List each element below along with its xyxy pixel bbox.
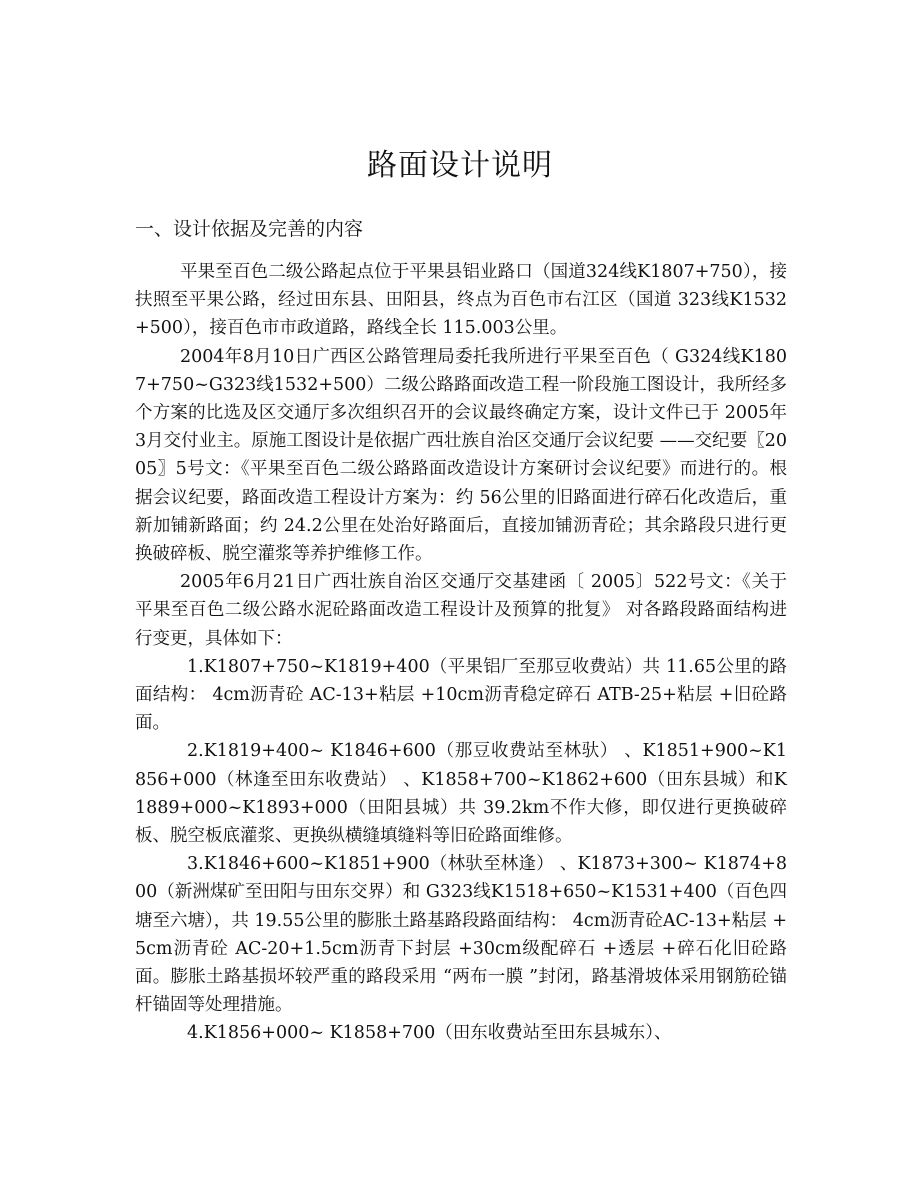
body-text [135, 258, 787, 1048]
page-title: 路面设计说明 [367, 148, 553, 183]
paragraph-route-overview: 平果至百色二级公路起点位于平果县铝业路口（国道324线K1807+750），接扶照至平果公路，经过田东县、田阳县，终点为百色市右江区（国道 323线K1532+500），接百色市市政道路，路线全长 115.003公里。 [135, 262, 787, 339]
list-item-section-1: 1.K1807+750~K1819+400（平果铝厂至那豆收费站）共 11.65公里的路面结构： 4cm沥青砼 AC-13+粘层 +10cm沥青稳定碎石 ATB-25+粘层 +旧砼路面。 [135, 656, 787, 734]
list-item-section-3: 3.K1846+600~K1851+900（林驮至林逢） 、K1873+300~ K1874+800（新洲煤矿至田阳与田东交界）和 G323线K1518+650~K1531+400（百色四塘至六塘），共 19.55公里的膨胀土路基路段路面结构： 4cm沥青砼AC-13+粘层 +5cm沥青砼 AC-20+1.5cm沥青下封层 +30cm级配碎石 +透层 +碎石化旧砼路面。膨胀土路基损坏较严重的路段采用 “两布一膜 ”封闭，路基滑坡体采用钢筋砼锚杆锚固等处理措施。 [135, 854, 787, 1016]
section-heading: 一、设计依据及完善的内容 [135, 218, 364, 240]
paragraph-design-commission: 2004年8月10日广西区公路管理局委托我所进行平果至百色（ G324线K1807+750~G323线1532+500）二级公路路面改造工程一阶段施工图设计，我所经多个方案的比选及区交通厅多次组织召开的会议最终确定方案，设计文件已于 2005年3月交付业主。原施工图设计是依据广西壮族自治区交通厅会议纪要 ——交纪要〖2005〗5号文：《平果至百色二级公路路面改造设计方案研讨会议纪要》而进行的。根据会议纪要，路面改造工程设计方案为：约 56公里的旧路面进行碎石化改造后，重新加铺新路面；约 24.2公里在处治好路面后，直接加铺沥青砼；其余路段只进行更换破碎板、脱空灌浆等养护维修工作。 [135, 346, 787, 565]
paragraph-approval-change: 2005年6月21日广西壮族自治区交通厅交基建函〔 2005〕522号文：《关于平果至百色二级公路水泥砼路面改造工程设计及预算的批复》 对各路段路面结构进行变更，具体如下： [135, 572, 787, 649]
list-item-section-2: 2.K1819+400~ K1846+600（那豆收费站至林驮） 、K1851+900~K1856+000（林逢至田东收费站） 、K1858+700~K1862+600（田东县城）和K1889+000~K1893+000（田阳县城）共 39.2km不作大修，即仅进行更换破碎板、脱空板底灌浆、更换纵横缝填缝料等旧砼路面维修。 [135, 741, 787, 847]
list-item-section-4: 4.K1856+000~ K1858+700（田东收费站至田东县城东）、 [187, 1023, 672, 1044]
